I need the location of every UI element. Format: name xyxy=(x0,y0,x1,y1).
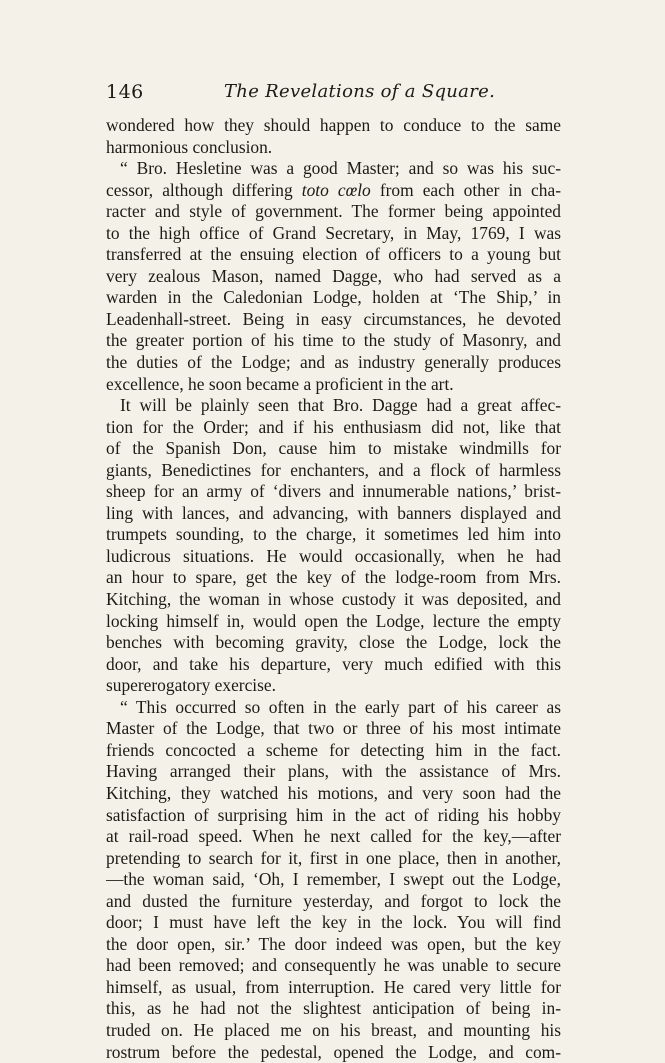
text-line: giants, Benedictines for enchanters, and a flock of harmless xyxy=(106,459,561,480)
text-line: Master of the Lodge, that two or three of his most intimate xyxy=(106,718,561,739)
text-line: warden in the Caledonian Lodge, holden at ‘The Ship,’ in xyxy=(106,287,561,308)
text-line: supererogatory exercise. xyxy=(106,675,276,696)
text-line: locking himself in, would open the Lodge, lecture the empty xyxy=(106,610,561,631)
text-line: of the Spanish Don, cause him to mistake windmills for xyxy=(106,438,561,459)
text-segment: from each other in cha- xyxy=(370,179,561,200)
text-line: Having arranged their plans, with the assistance of Mrs. xyxy=(106,761,561,782)
italic-phrase: toto cœlo xyxy=(301,179,371,200)
text-line: himself, as usual, from interruption. He cared very little for xyxy=(106,976,561,997)
text-line: very zealous Mason, named Dagge, who had served as a xyxy=(106,265,561,286)
text-line: Kitching, the woman in whose custody it was deposited, and xyxy=(106,589,561,610)
text-line: pretending to search for it, first in one place, then in another, xyxy=(106,847,561,868)
text-line: rostrum before the pedestal, opened the Lodge, and com- xyxy=(106,1041,561,1062)
text-line: tion for the Order; and if his enthusiasm did not, like that xyxy=(106,416,561,437)
text-line: Kitching, they watched his motions, and very soon had the xyxy=(106,782,561,803)
body-text xyxy=(106,115,561,1063)
text-line: this, as he had not the slightest anticipation of being in- xyxy=(106,998,561,1019)
text-line: trumpets sounding, to the charge, it sometimes led him into xyxy=(106,524,561,545)
text-line: harmonious conclusion. xyxy=(106,136,273,157)
text-segment: cessor, although differing xyxy=(106,179,302,200)
text-line: had been removed; and consequently he was unable to secure xyxy=(106,955,561,976)
text-line: ling with lances, and advancing, with banners displayed and xyxy=(106,502,561,523)
text-line: “ This occurred so often in the early part of his career as xyxy=(120,696,561,717)
text-line: —the woman said, ‘Oh, I remember, I swept out the Lodge, xyxy=(106,869,561,890)
running-title: The Revelations of a Square. xyxy=(224,81,496,102)
text-line: at rail-road speed. When he next called for the key,—after xyxy=(106,826,561,847)
text-line: excellence, he soon became a proficient in the art. xyxy=(106,373,454,394)
text-line: an hour to spare, get the key of the lodge-room from Mrs. xyxy=(106,567,561,588)
text-line xyxy=(106,180,561,202)
text-line: ludicrous situations. He would occasionally, when he had xyxy=(106,545,561,566)
text-line: and dusted the furniture yesterday, and forgot to lock the xyxy=(106,890,561,911)
text-line: “ Bro. Hesletine was a good Master; and so was his suc- xyxy=(120,158,561,179)
text-line: racter and style of government. The former being appointed xyxy=(106,201,561,222)
text-line: the duties of the Lodge; and as industry generally produces xyxy=(106,352,561,373)
page-number: 146 xyxy=(106,81,144,103)
text-line: the door open, sir.’ The door indeed was open, but the key xyxy=(106,933,561,954)
text-line: door, and take his departure, very much edified with this xyxy=(106,653,561,674)
page-header xyxy=(106,81,561,107)
text-line: transferred at the ensuing election of officers to a young but xyxy=(106,244,561,265)
text-line: to the high office of Grand Secretary, in May, 1769, I was xyxy=(106,222,561,243)
text-line: benches with becoming gravity, close the Lodge, lock the xyxy=(106,632,561,653)
text-line: It will be plainly seen that Bro. Dagge had a great affec- xyxy=(120,395,561,416)
text-line: sheep for an army of ‘divers and innumerable nations,’ brist- xyxy=(106,481,561,502)
text-line: the greater portion of his time to the study of Masonry, and xyxy=(106,330,561,351)
text-line: Leadenhall-street. Being in easy circumstances, he devoted xyxy=(106,308,561,329)
text-line: satisfaction of surprising him in the act of riding his hobby xyxy=(106,804,561,825)
text-line: wondered how they should happen to conduce to the same xyxy=(106,115,561,135)
text-line: door; I must have left the key in the lock. You will find xyxy=(106,912,561,933)
text-line: friends concocted a scheme for detecting him in the fact. xyxy=(106,739,561,760)
text-line: truded on. He placed me on his breast, and mounting his xyxy=(106,1019,561,1040)
